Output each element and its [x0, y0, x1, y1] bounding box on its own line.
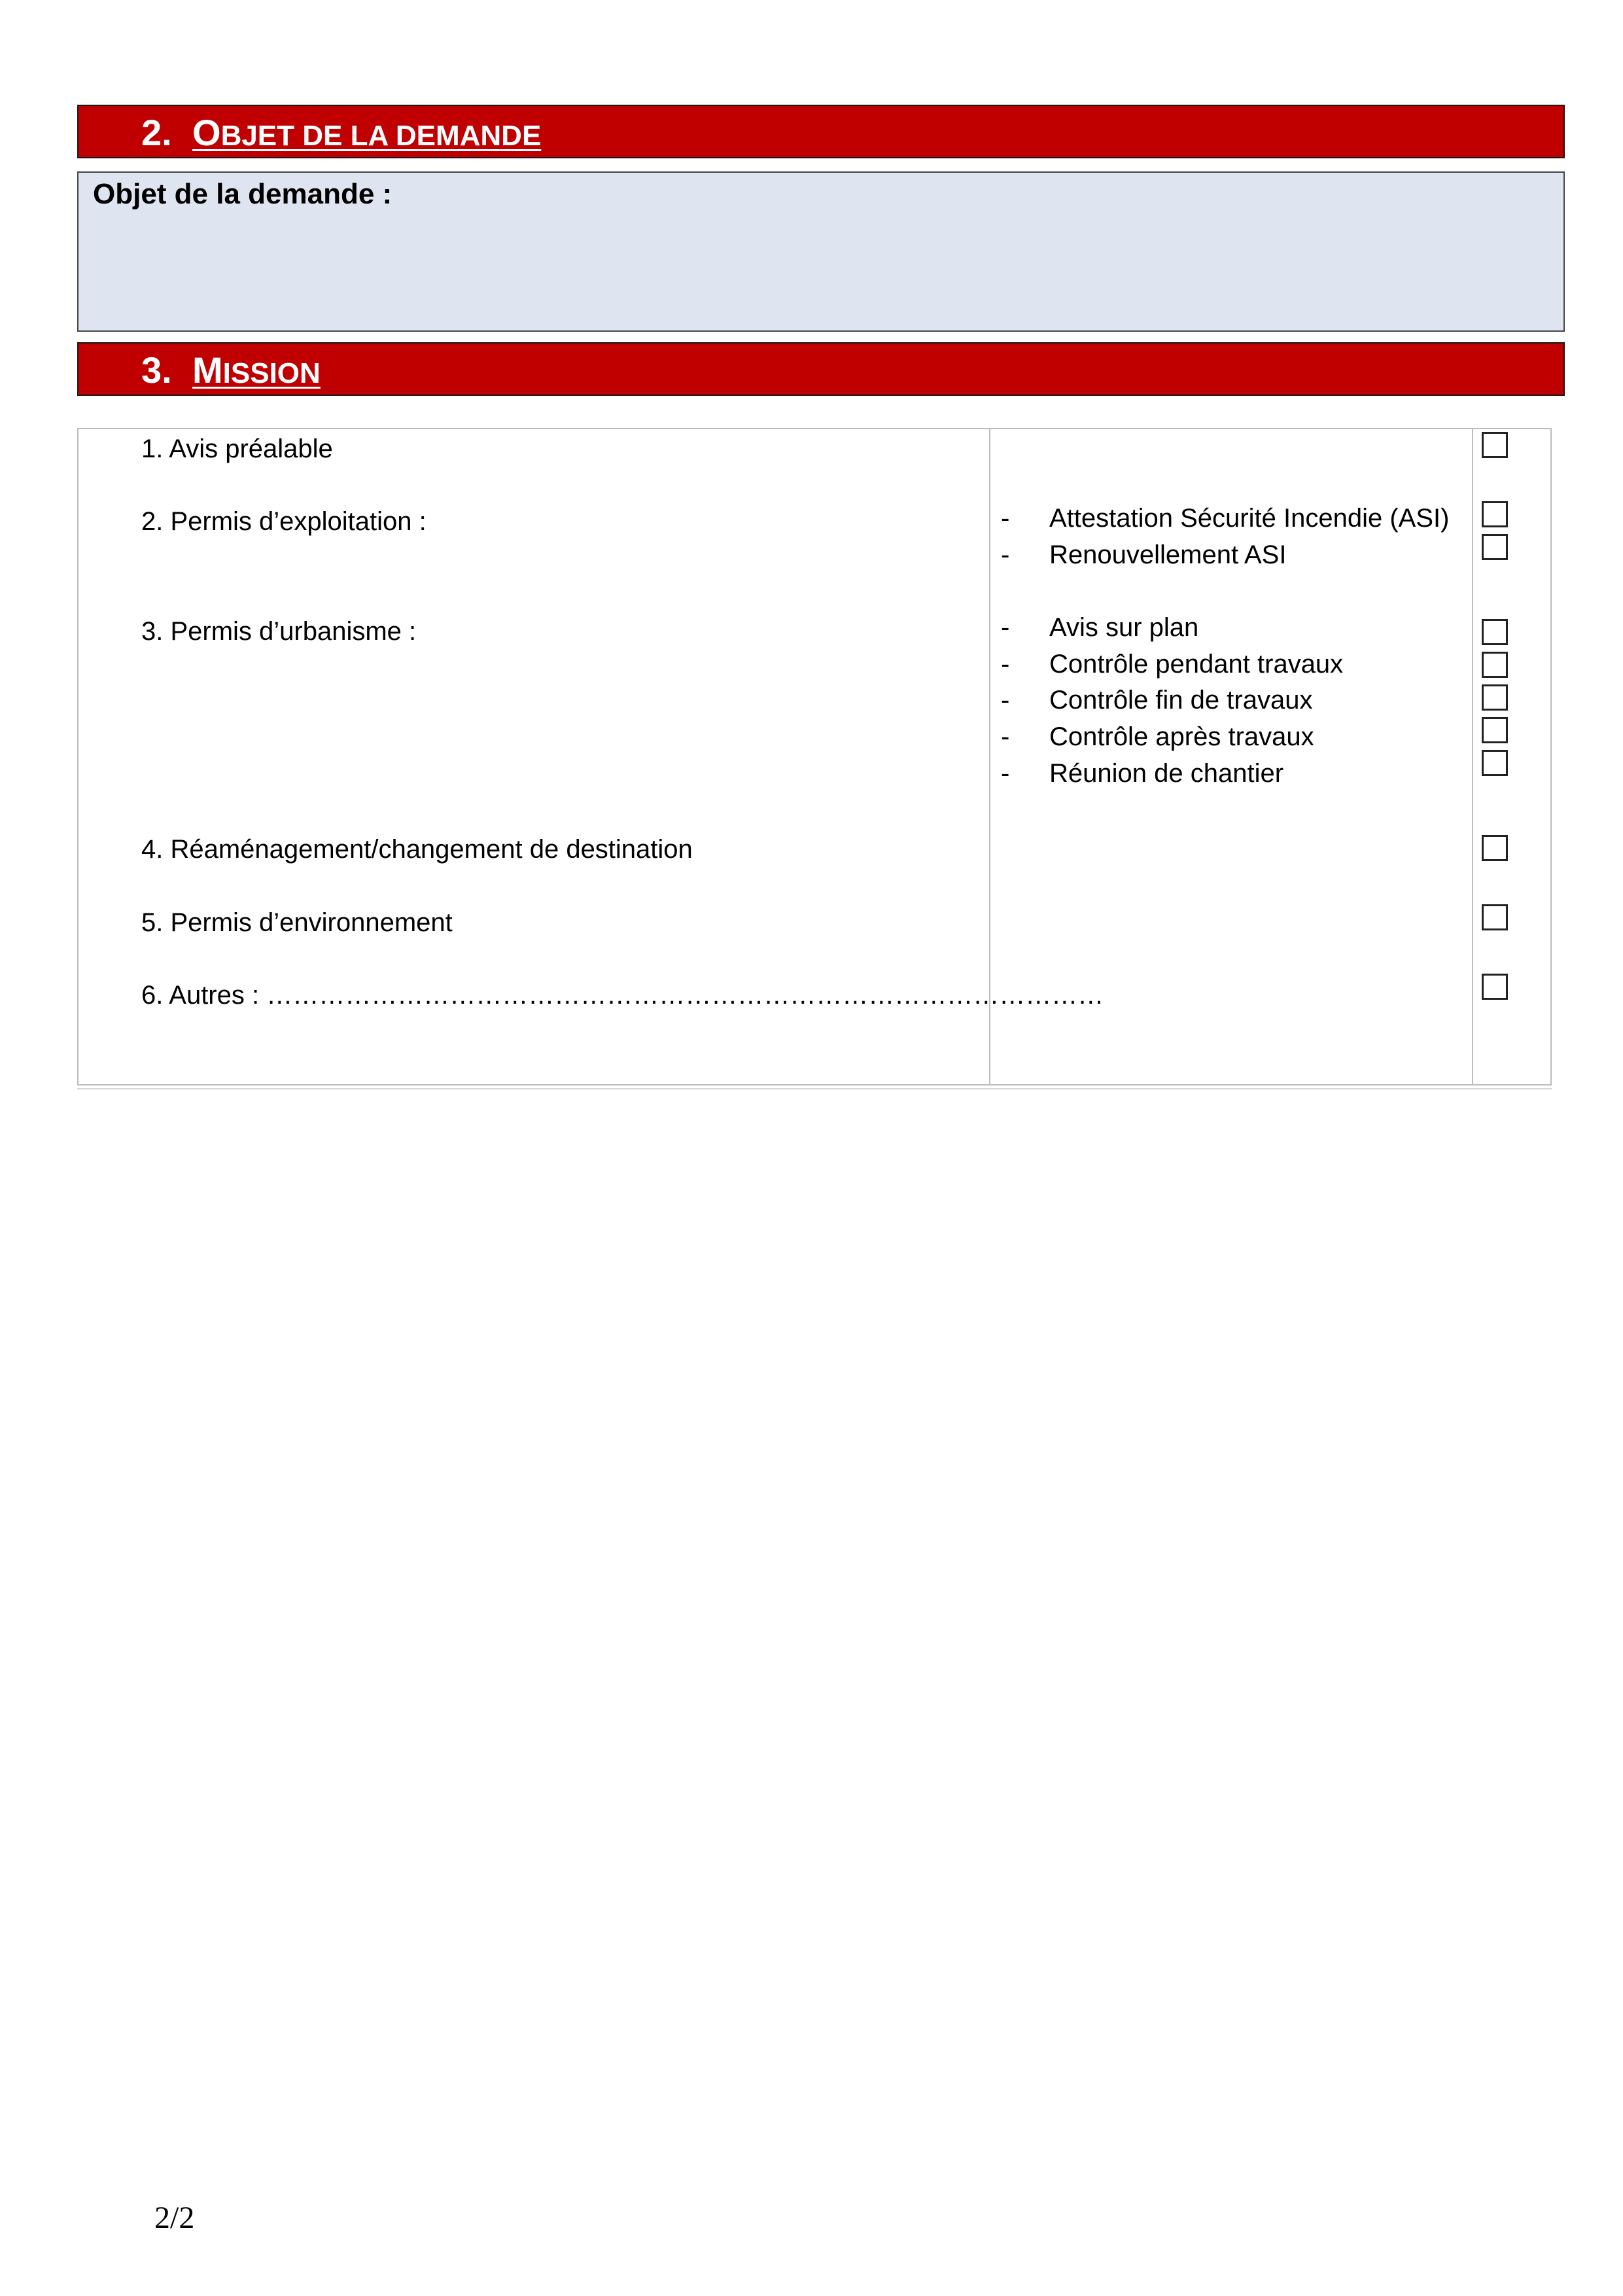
option-avis-sur-plan-label: Avis sur plan: [1049, 613, 1199, 642]
option-controle-apres-travaux-label: Contrôle après travaux: [1049, 722, 1314, 751]
section-2-number: 2.: [141, 112, 172, 153]
section-3-title-initial: M: [192, 349, 223, 391]
mission-item-autres: 6. Autres : ……………………………………………………………………………………: [141, 981, 1104, 1010]
mission-item-permis-urbanisme: 3. Permis d’urbanisme :: [141, 617, 417, 646]
mission-item-reamenagement: 4. Réaménagement/changement de destination: [141, 835, 693, 864]
checkbox-controle-apres-travaux[interactable]: [1482, 717, 1508, 743]
section-3-title-rest: ISSION: [222, 357, 321, 389]
checkbox-reunion-chantier[interactable]: [1482, 750, 1508, 776]
checkbox-reamenagement[interactable]: [1482, 835, 1508, 861]
bullet-dash: -: [1001, 504, 1010, 533]
section-2-title: [192, 111, 541, 154]
bullet-dash: -: [1001, 759, 1010, 788]
checkbox-avis-sur-plan[interactable]: [1482, 619, 1508, 645]
checkbox-autres[interactable]: [1482, 974, 1508, 1000]
bullet-dash: -: [1001, 540, 1010, 569]
section-2-title-rest: BJET DE LA DEMANDE: [220, 120, 542, 152]
bullet-dash: -: [1001, 722, 1010, 751]
bullet-dash: -: [1001, 650, 1010, 679]
section-3-number: 3.: [141, 349, 172, 391]
option-renouvellement-asi-label: Renouvellement ASI: [1049, 540, 1287, 569]
option-controle-pendant-travaux-label: Contrôle pendant travaux: [1049, 650, 1344, 679]
objet-demande-label: Objet de la demande :: [93, 178, 393, 210]
section-2-header: [77, 105, 1565, 158]
table-divider: [1472, 429, 1473, 1084]
mission-item-permis-exploitation: 2. Permis d’exploitation :: [141, 507, 427, 536]
checkbox-avis-prealable[interactable]: [1482, 432, 1508, 458]
bullet-dash: -: [1001, 613, 1010, 642]
checkbox-renouvellement-asi[interactable]: [1482, 534, 1508, 560]
mission-table: [77, 428, 1552, 1086]
objet-demande-field[interactable]: [77, 171, 1565, 332]
checkbox-asi[interactable]: [1482, 501, 1508, 527]
option-asi-label: Attestation Sécurité Incendie (ASI): [1049, 504, 1450, 533]
section-2-title-initial: O: [192, 112, 221, 153]
mission-item-permis-environnement: 5. Permis d’environnement: [141, 908, 453, 937]
section-3-header: [77, 342, 1565, 396]
page-number: 2/2: [154, 2200, 195, 2235]
mission-item-avis-prealable: 1. Avis préalable: [141, 434, 333, 463]
checkbox-controle-pendant-travaux[interactable]: [1482, 652, 1508, 678]
checkbox-controle-fin-travaux[interactable]: [1482, 684, 1508, 711]
checkbox-permis-environnement[interactable]: [1482, 904, 1508, 930]
option-controle-fin-travaux-label: Contrôle fin de travaux: [1049, 686, 1313, 715]
bullet-dash: -: [1001, 686, 1010, 715]
option-reunion-chantier-label: Réunion de chantier: [1049, 759, 1284, 788]
section-3-title: [192, 349, 321, 391]
